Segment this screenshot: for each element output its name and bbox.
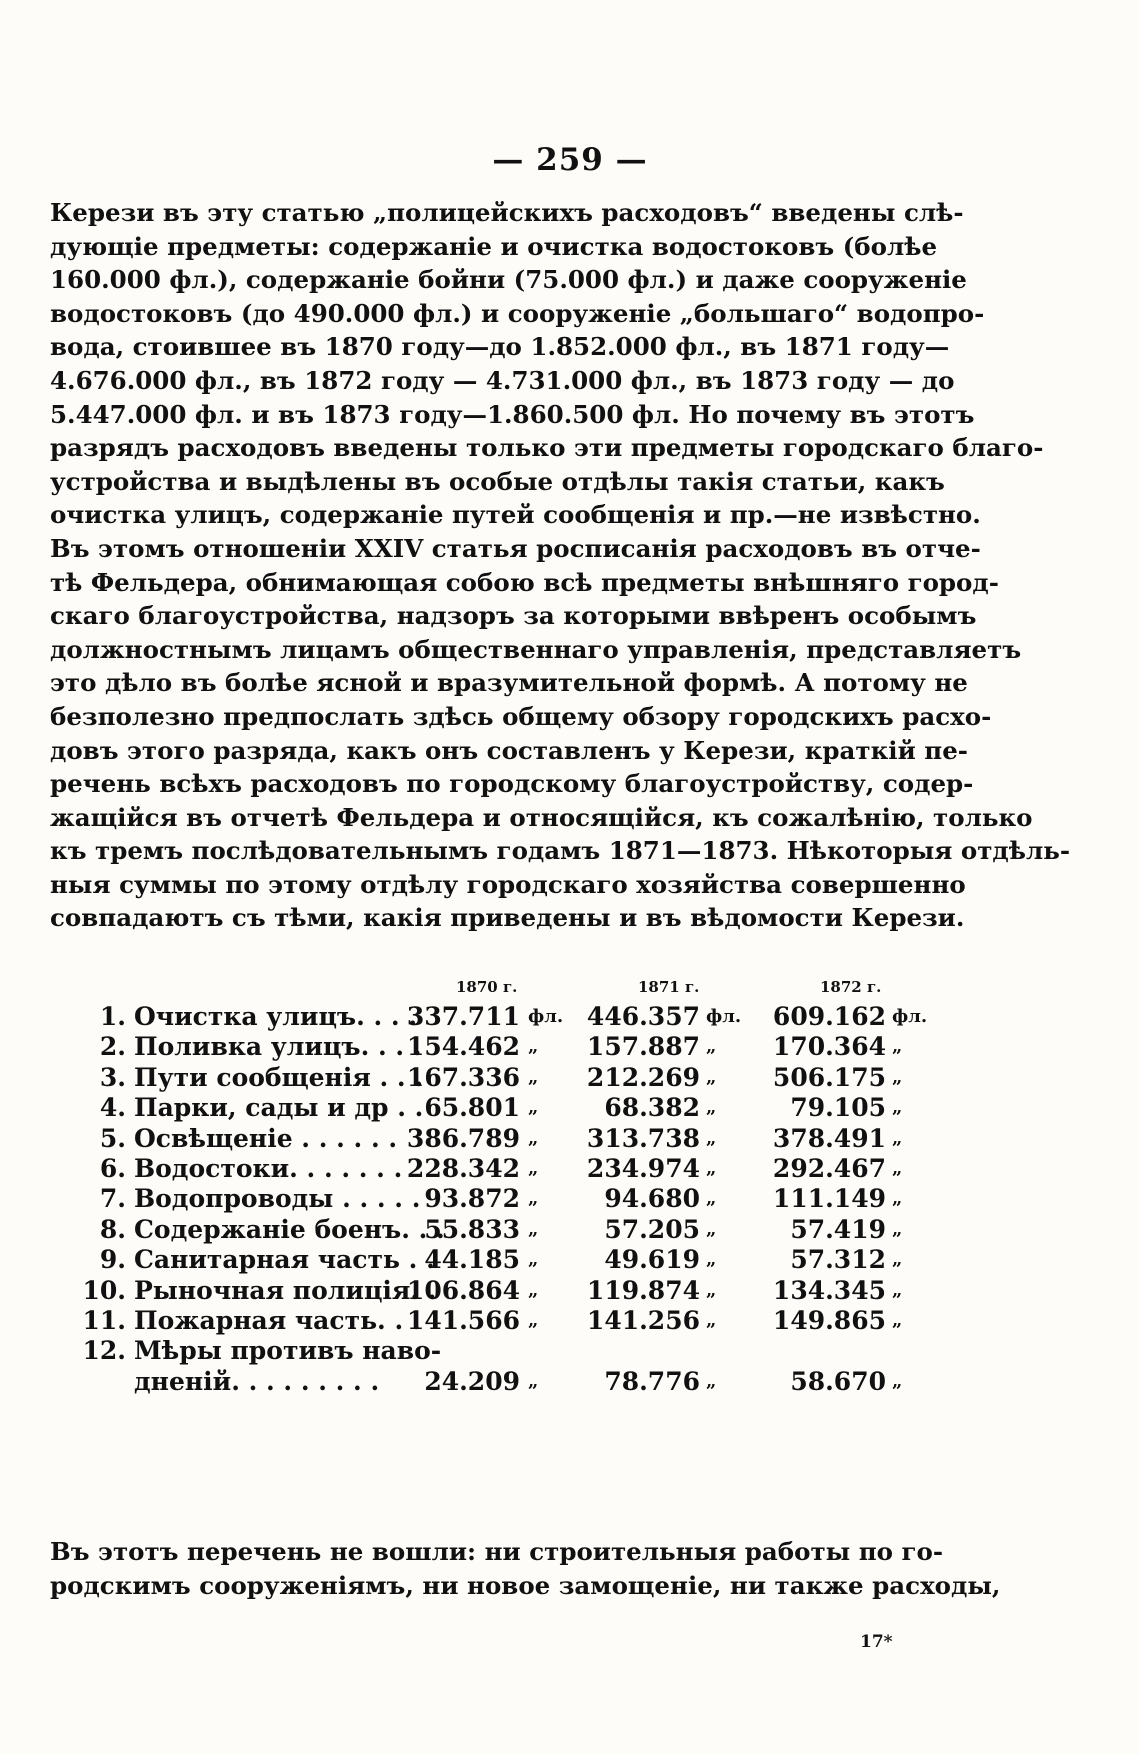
unit-mark: „ (706, 1066, 717, 1088)
value-1870: 386.789 (406, 1123, 520, 1153)
value-1871: 446.357 (586, 1002, 700, 1031)
row-number: 4. (99, 1093, 126, 1123)
unit-mark: „ (528, 1279, 539, 1301)
value-1870: 106.864 (406, 1275, 520, 1305)
text-line: должностнымъ лицамъ общественнаго управленія, представляетъ (50, 634, 1022, 664)
row-number: 8. (99, 1214, 126, 1244)
value-1872: 57.312 (790, 1245, 886, 1275)
unit-mark: „ (528, 1158, 539, 1179)
row-label: Освѣщеніе . . . . . . (134, 1123, 398, 1153)
signature-mark: 17* (860, 1632, 893, 1652)
unit-mark: „ (892, 1036, 903, 1058)
unit-mark: „ (528, 1097, 539, 1119)
value-1870: 337.711 (406, 1002, 520, 1031)
text-line: 160.000 фл.), содержаніе бойни (75.000 фл.) и даже сооруженіе (50, 265, 967, 295)
row-number: 11. (82, 1306, 126, 1335)
text-line: разрядъ расходовъ введены только эти предметы городскаго благо- (50, 433, 1044, 463)
value-1870: 228.342 (406, 1154, 520, 1183)
value-1870: 93.872 (424, 1184, 520, 1214)
unit-mark: „ (706, 1188, 717, 1210)
value-1871: 157.887 (586, 1032, 700, 1062)
unit-mark: „ (528, 1066, 539, 1088)
row-label: дненій. . . . . . . . . (134, 1366, 380, 1396)
value-1872: 609.162 (772, 1002, 886, 1031)
row-label: Водостоки. . . . . . . (134, 1154, 403, 1183)
value-1872: 111.149 (772, 1184, 886, 1214)
value-1870: 154.462 (406, 1032, 520, 1062)
text-line: совпадаютъ съ тѣми, какія приведены и въ вѣдомости Керези. (50, 903, 965, 933)
unit-mark: „ (528, 1370, 539, 1392)
text-line: 4.676.000 фл., въ 1872 году — 4.731.000 фл., въ 1873 году — до (50, 365, 955, 395)
value-1870: 141.566 (406, 1306, 520, 1335)
unit-mark: „ (528, 1127, 539, 1149)
value-1871: 234.974 (586, 1154, 700, 1183)
row-label: Парки, сады и др . . (134, 1093, 424, 1123)
row-number: 6. (99, 1154, 126, 1183)
text-line: тѣ Фельдера, обнимающая собою всѣ предметы внѣшняго город- (50, 567, 999, 597)
header-1871: 1871 г. (638, 978, 700, 996)
value-1872: 506.175 (772, 1062, 886, 1092)
unit-mark: „ (706, 1036, 717, 1058)
unit-mark: „ (892, 1310, 903, 1331)
unit-mark: „ (528, 1249, 539, 1271)
unit-mark: „ (706, 1127, 717, 1149)
unit-mark: „ (706, 1310, 717, 1331)
row-number: 12. (82, 1336, 126, 1366)
unit-mark: „ (892, 1249, 903, 1271)
value-1871: 49.619 (604, 1245, 700, 1275)
value-1872: 149.865 (772, 1306, 886, 1335)
value-1871: 141.256 (586, 1306, 700, 1335)
value-1872: 57.419 (790, 1214, 886, 1244)
row-number: 3. (99, 1062, 126, 1092)
header-1872: 1872 г. (820, 978, 882, 996)
value-1872: 58.670 (790, 1366, 886, 1396)
row-number: 9. (99, 1245, 126, 1275)
unit-mark: „ (706, 1249, 717, 1271)
text-line: къ тремъ послѣдовательнымъ годамъ 1871—1873. Нѣкоторыя отдѣль- (50, 836, 1071, 866)
text-line: безполезно предпослать здѣсь общему обзору городскихъ расхо- (50, 701, 992, 731)
closing-paragraph (50, 1535, 1001, 1602)
value-1871: 313.738 (586, 1123, 700, 1153)
value-1872: 79.105 (790, 1093, 886, 1123)
unit-mark: „ (706, 1097, 717, 1119)
unit-mark: „ (528, 1310, 539, 1331)
text-line: очистка улицъ, содержаніе путей сообщенія и пр.—не извѣстно. (50, 500, 981, 530)
unit-mark: „ (528, 1036, 539, 1058)
value-1872: 170.364 (772, 1032, 886, 1062)
value-1870: 24.209 (424, 1366, 520, 1396)
text-line: Въ этомъ отношеніи XXIV статья росписанія расходовъ въ отче- (50, 533, 981, 563)
unit-mark: „ (706, 1218, 717, 1240)
text-line: скаго благоустройства, надзоръ за которыми ввѣренъ особымъ (50, 601, 977, 631)
value-1872: 292.467 (772, 1154, 886, 1183)
text-line: довъ этого разряда, какъ онъ составленъ у Керези, краткій пе- (50, 735, 968, 765)
row-label: Мѣры противъ наво- (134, 1336, 442, 1366)
value-1872: 134.345 (772, 1275, 886, 1305)
unit-mark: „ (892, 1279, 903, 1301)
value-1871: 94.680 (604, 1184, 700, 1214)
row-label: Водопроводы . . . . . (134, 1184, 421, 1214)
row-number: 5. (99, 1123, 126, 1153)
unit-mark: фл. (892, 1006, 928, 1027)
value-1871: 78.776 (604, 1366, 700, 1396)
value-1871: 119.874 (586, 1275, 700, 1305)
text-line: это дѣло въ болѣе ясной и вразумительной формѣ. А потому не (50, 668, 968, 698)
main-paragraph (50, 196, 1071, 935)
unit-mark: „ (706, 1158, 717, 1179)
unit-mark: „ (892, 1188, 903, 1210)
row-label: Поливка улицъ. . . . (134, 1032, 422, 1062)
unit-mark: „ (706, 1279, 717, 1301)
value-1871: 68.382 (604, 1093, 700, 1123)
unit-mark: „ (892, 1158, 903, 1179)
text-line: Керези въ эту статью „полицейскихъ расходовъ“ введены слѣ- (50, 198, 964, 227)
unit-mark: „ (706, 1370, 717, 1392)
unit-mark: „ (528, 1218, 539, 1240)
row-number: 1. (99, 1002, 126, 1031)
row-number: 7. (99, 1184, 126, 1214)
row-number: 2. (99, 1032, 126, 1062)
unit-mark: „ (892, 1097, 903, 1119)
row-label: Рыночная полиція. . (134, 1275, 437, 1305)
value-1871: 212.269 (586, 1062, 700, 1092)
text-line: родскимъ сооруженіямъ, ни новое замощеніе, ни также расходы, (50, 1570, 1001, 1600)
unit-mark: „ (892, 1218, 903, 1240)
unit-mark: „ (892, 1370, 903, 1392)
page-number: — 259 — (492, 142, 648, 178)
value-1870: 65.801 (424, 1093, 520, 1123)
unit-mark: „ (892, 1066, 903, 1088)
value-1872: 378.491 (772, 1123, 886, 1153)
row-label: Содержаніе боенъ. . . (134, 1214, 445, 1244)
text-line: устройства и выдѣлены въ особые отдѣлы такія статьи, какъ (50, 466, 945, 496)
unit-mark: фл. (706, 1006, 742, 1027)
value-1870: 44.185 (424, 1245, 520, 1275)
value-1871: 57.205 (604, 1214, 700, 1244)
row-number: 10. (82, 1275, 126, 1305)
value-1870: 55.833 (424, 1214, 520, 1244)
row-label: Пожарная часть. . . (134, 1306, 421, 1335)
text-line: речень всѣхъ расходовъ по городскому благоустройству, содер- (50, 769, 974, 799)
unit-mark: „ (528, 1188, 539, 1210)
row-label: Очистка улицъ. . . . (134, 1002, 418, 1031)
text-line: водостоковъ (до 490.000 фл.) и сооруженіе „большаго“ водопро- (50, 298, 985, 328)
text-line: Въ этотъ перечень не вошли: ни строительныя работы по го- (50, 1537, 944, 1566)
row-label: Пути сообщенія . . . (134, 1062, 424, 1092)
text-line: дующіе предметы: содержаніе и очистка водостоковъ (болѣе (50, 231, 938, 261)
text-line: 5.447.000 фл. и въ 1873 году—1.860.500 фл. Но почему въ этотъ (50, 399, 975, 429)
row-label: Санитарная часть . . (134, 1245, 435, 1275)
unit-mark: фл. (528, 1006, 564, 1027)
text-line: жащійся въ отчетѣ Фельдера и относящійся, къ сожалѣнію, только (50, 802, 1033, 832)
unit-mark: „ (892, 1127, 903, 1149)
text-line: ныя суммы по этому отдѣлу городскаго хозяйства совершенно (50, 869, 966, 899)
text-line: вода, стоившее въ 1870 году—до 1.852.000 фл., въ 1871 году— (50, 332, 950, 362)
value-1870: 167.336 (406, 1062, 520, 1092)
header-1870: 1870 г. (456, 978, 518, 996)
